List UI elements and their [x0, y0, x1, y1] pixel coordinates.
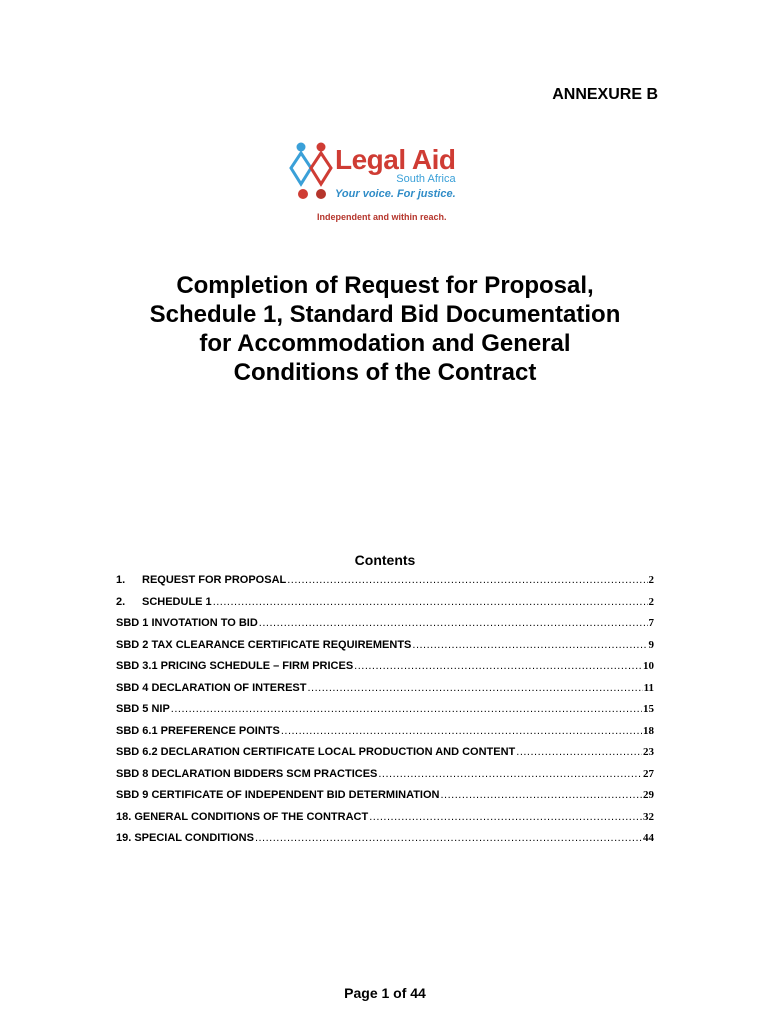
toc-entry[interactable]: [116, 682, 654, 704]
legal-aid-logo: [284, 138, 488, 230]
toc-entry-page: 2: [648, 595, 654, 608]
title-line: for Accommodation and General: [199, 330, 571, 357]
toc-leader-dots: [378, 768, 642, 780]
annexure-label: ANNEXURE B: [552, 86, 658, 103]
toc-leader-dots: [281, 725, 642, 737]
toc-leader-dots: [259, 617, 648, 629]
toc-entry[interactable]: [116, 660, 654, 682]
toc-entry-title: SBD 1 INVOTATION TO BID: [116, 617, 258, 629]
title-line: Conditions of the Contract: [233, 359, 537, 386]
toc-entry-number: 2.: [116, 595, 126, 608]
toc-entry-title: SBD 6.1 PREFERENCE POINTS: [116, 724, 280, 737]
toc-leader-dots: [213, 596, 648, 608]
toc-leader-dots: [441, 789, 643, 801]
toc-entry[interactable]: [116, 617, 654, 639]
toc-entry-page: 2: [648, 574, 654, 586]
toc-leader-dots: [369, 811, 642, 823]
table-of-contents: [116, 574, 654, 854]
toc-entry-page: 23: [643, 746, 654, 758]
toc-entry-page: 11: [643, 681, 654, 694]
contents-heading: Contents: [354, 552, 416, 568]
toc-entry[interactable]: [116, 574, 654, 596]
toc-leader-dots: [354, 660, 642, 672]
toc-entry-page: 32: [643, 810, 654, 823]
toc-entry[interactable]: [116, 811, 654, 833]
toc-entry-title: SBD 8 DECLARATION BIDDERS SCM PRACTICES: [116, 767, 378, 780]
toc-entry-number: 1.: [116, 574, 126, 586]
toc-entry-title: SBD 4 DECLARATION OF INTEREST: [116, 681, 307, 694]
logo-tagline: Independent and within reach.: [317, 212, 447, 222]
toc-entry-title: SBD 2 TAX CLEARANCE CERTIFICATE REQUIREMENTS: [116, 638, 412, 651]
toc-entry[interactable]: [116, 596, 654, 618]
toc-leader-dots: [307, 682, 642, 694]
toc-entry-page: 10: [643, 660, 654, 672]
toc-entry-page: 29: [643, 789, 654, 801]
toc-entry-page: 18: [643, 724, 654, 737]
logo-slogan: Your voice. For justice.: [335, 188, 456, 200]
toc-leader-dots: [516, 746, 642, 758]
toc-leader-dots: [255, 832, 642, 844]
toc-entry-page: 15: [643, 703, 654, 715]
toc-entry-title: SCHEDULE 1: [142, 595, 212, 608]
toc-entry[interactable]: [116, 789, 654, 811]
toc-entry-title: 18. GENERAL CONDITIONS OF THE CONTRACT: [116, 810, 369, 823]
toc-entry-title: 19. SPECIAL CONDITIONS: [116, 832, 254, 844]
toc-entry[interactable]: [116, 768, 654, 790]
logo-name: Legal Aid: [335, 144, 456, 175]
toc-leader-dots: [171, 703, 642, 715]
toc-entry[interactable]: [116, 746, 654, 768]
page-number: Page 1 of 44: [344, 985, 426, 1001]
toc-entry-title: REQUEST FOR PROPOSAL: [142, 574, 287, 586]
toc-entry-page: 44: [643, 832, 654, 844]
logo-subtitle: South Africa: [396, 173, 456, 185]
title-line: Schedule 1, Standard Bid Documentation: [149, 301, 621, 328]
toc-leader-dots: [287, 574, 647, 586]
toc-leader-dots: [412, 639, 647, 651]
figures-logo-icon: [288, 142, 336, 204]
toc-entry-page: 7: [648, 617, 654, 629]
toc-entry-title: SBD 3.1 PRICING SCHEDULE – FIRM PRICES: [116, 660, 354, 672]
toc-entry-page: 27: [643, 767, 654, 780]
toc-entry-page: 9: [648, 638, 654, 651]
toc-entry[interactable]: [116, 639, 654, 661]
toc-entry-title: SBD 5 NIP: [116, 703, 170, 715]
toc-entry[interactable]: [116, 703, 654, 725]
toc-entry[interactable]: [116, 725, 654, 747]
document-title: [0, 271, 770, 387]
toc-entry-title: SBD 9 CERTIFICATE OF INDEPENDENT BID DETERMINATION: [116, 789, 440, 801]
toc-entry[interactable]: [116, 832, 654, 854]
title-line: Completion of Request for Proposal,: [176, 272, 594, 299]
toc-entry-title: SBD 6.2 DECLARATION CERTIFICATE LOCAL PRODUCTION AND CONTENT: [116, 746, 516, 758]
